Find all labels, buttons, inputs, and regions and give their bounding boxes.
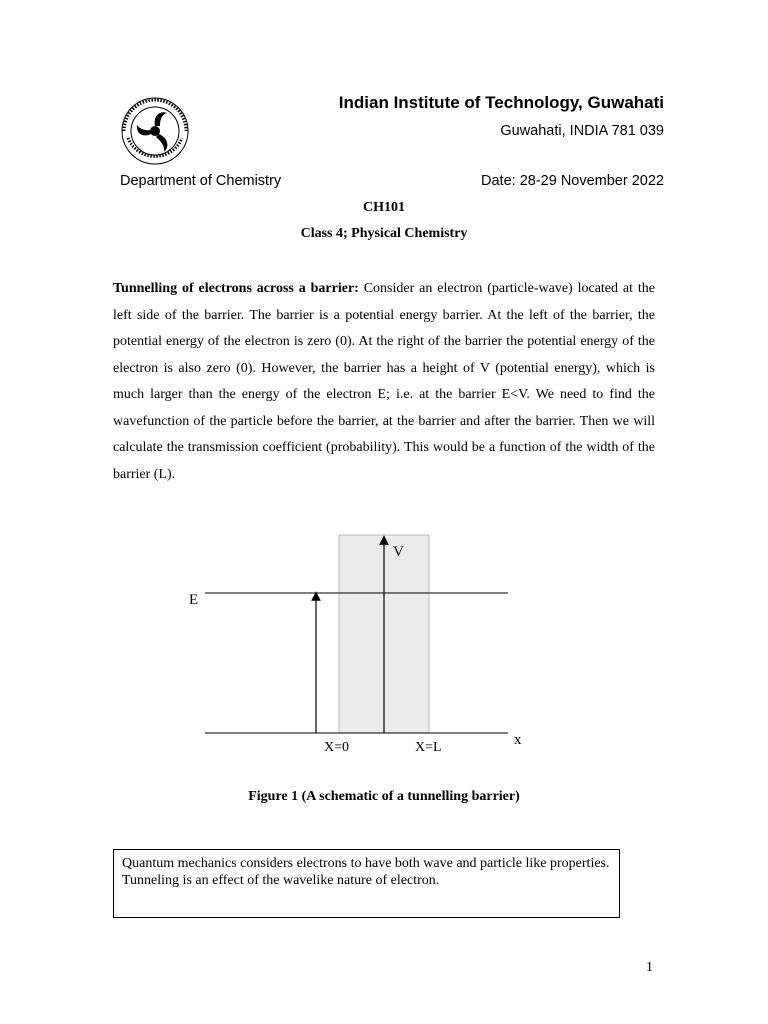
note-text: Quantum mechanics considers electrons to have both wave and particle like properties. Tunneling is an effect of the wavelike nature of electron.: [122, 856, 610, 888]
paragraph-text: Consider an electron (particle-wave) located at the left side of the barrier. The barrier is a potential energy barrier. At the left of the barrier, the potential energy of the electron is zero (0). At the right of the barrier the potential energy of the electron is also zero (0). However, the barrier has a height of V (potential energy), which is much larger than the energy of the electron E; i.e. at the barrier E<V. We need to find the wavefunction of the particle before the barrier, at the barrier and after the barrier. Then we will calculate the transmission coefficient (probability). This would be a function of the width of the barrier (L).: [113, 281, 655, 482]
figure-caption: Figure 1 (A schematic of a tunnelling barrier): [248, 789, 520, 804]
paragraph-lead: Tunnelling of electrons across a barrier:: [113, 281, 359, 296]
x0-label: X=0: [324, 740, 350, 755]
barrier-height-label: V: [393, 544, 404, 560]
xl-label: X=L: [415, 740, 442, 755]
iit-guwahati-logo-icon: [120, 96, 190, 166]
institute-address: Guwahati, INDIA 781 039: [500, 123, 664, 139]
x-axis-label: x: [514, 732, 522, 748]
institute-name: Indian Institute of Technology, Guwahati: [338, 93, 664, 112]
body-paragraph: [113, 276, 655, 488]
department: Department of Chemistry: [120, 173, 282, 189]
energy-label: E: [189, 592, 199, 608]
page-number: 1: [646, 960, 653, 975]
course-code: CH101: [363, 200, 405, 215]
note-box: [113, 849, 620, 918]
class-title: Class 4; Physical Chemistry: [300, 226, 468, 241]
tunnelling-barrier-figure: [0, 520, 768, 760]
date: Date: 28-29 November 2022: [481, 173, 664, 189]
